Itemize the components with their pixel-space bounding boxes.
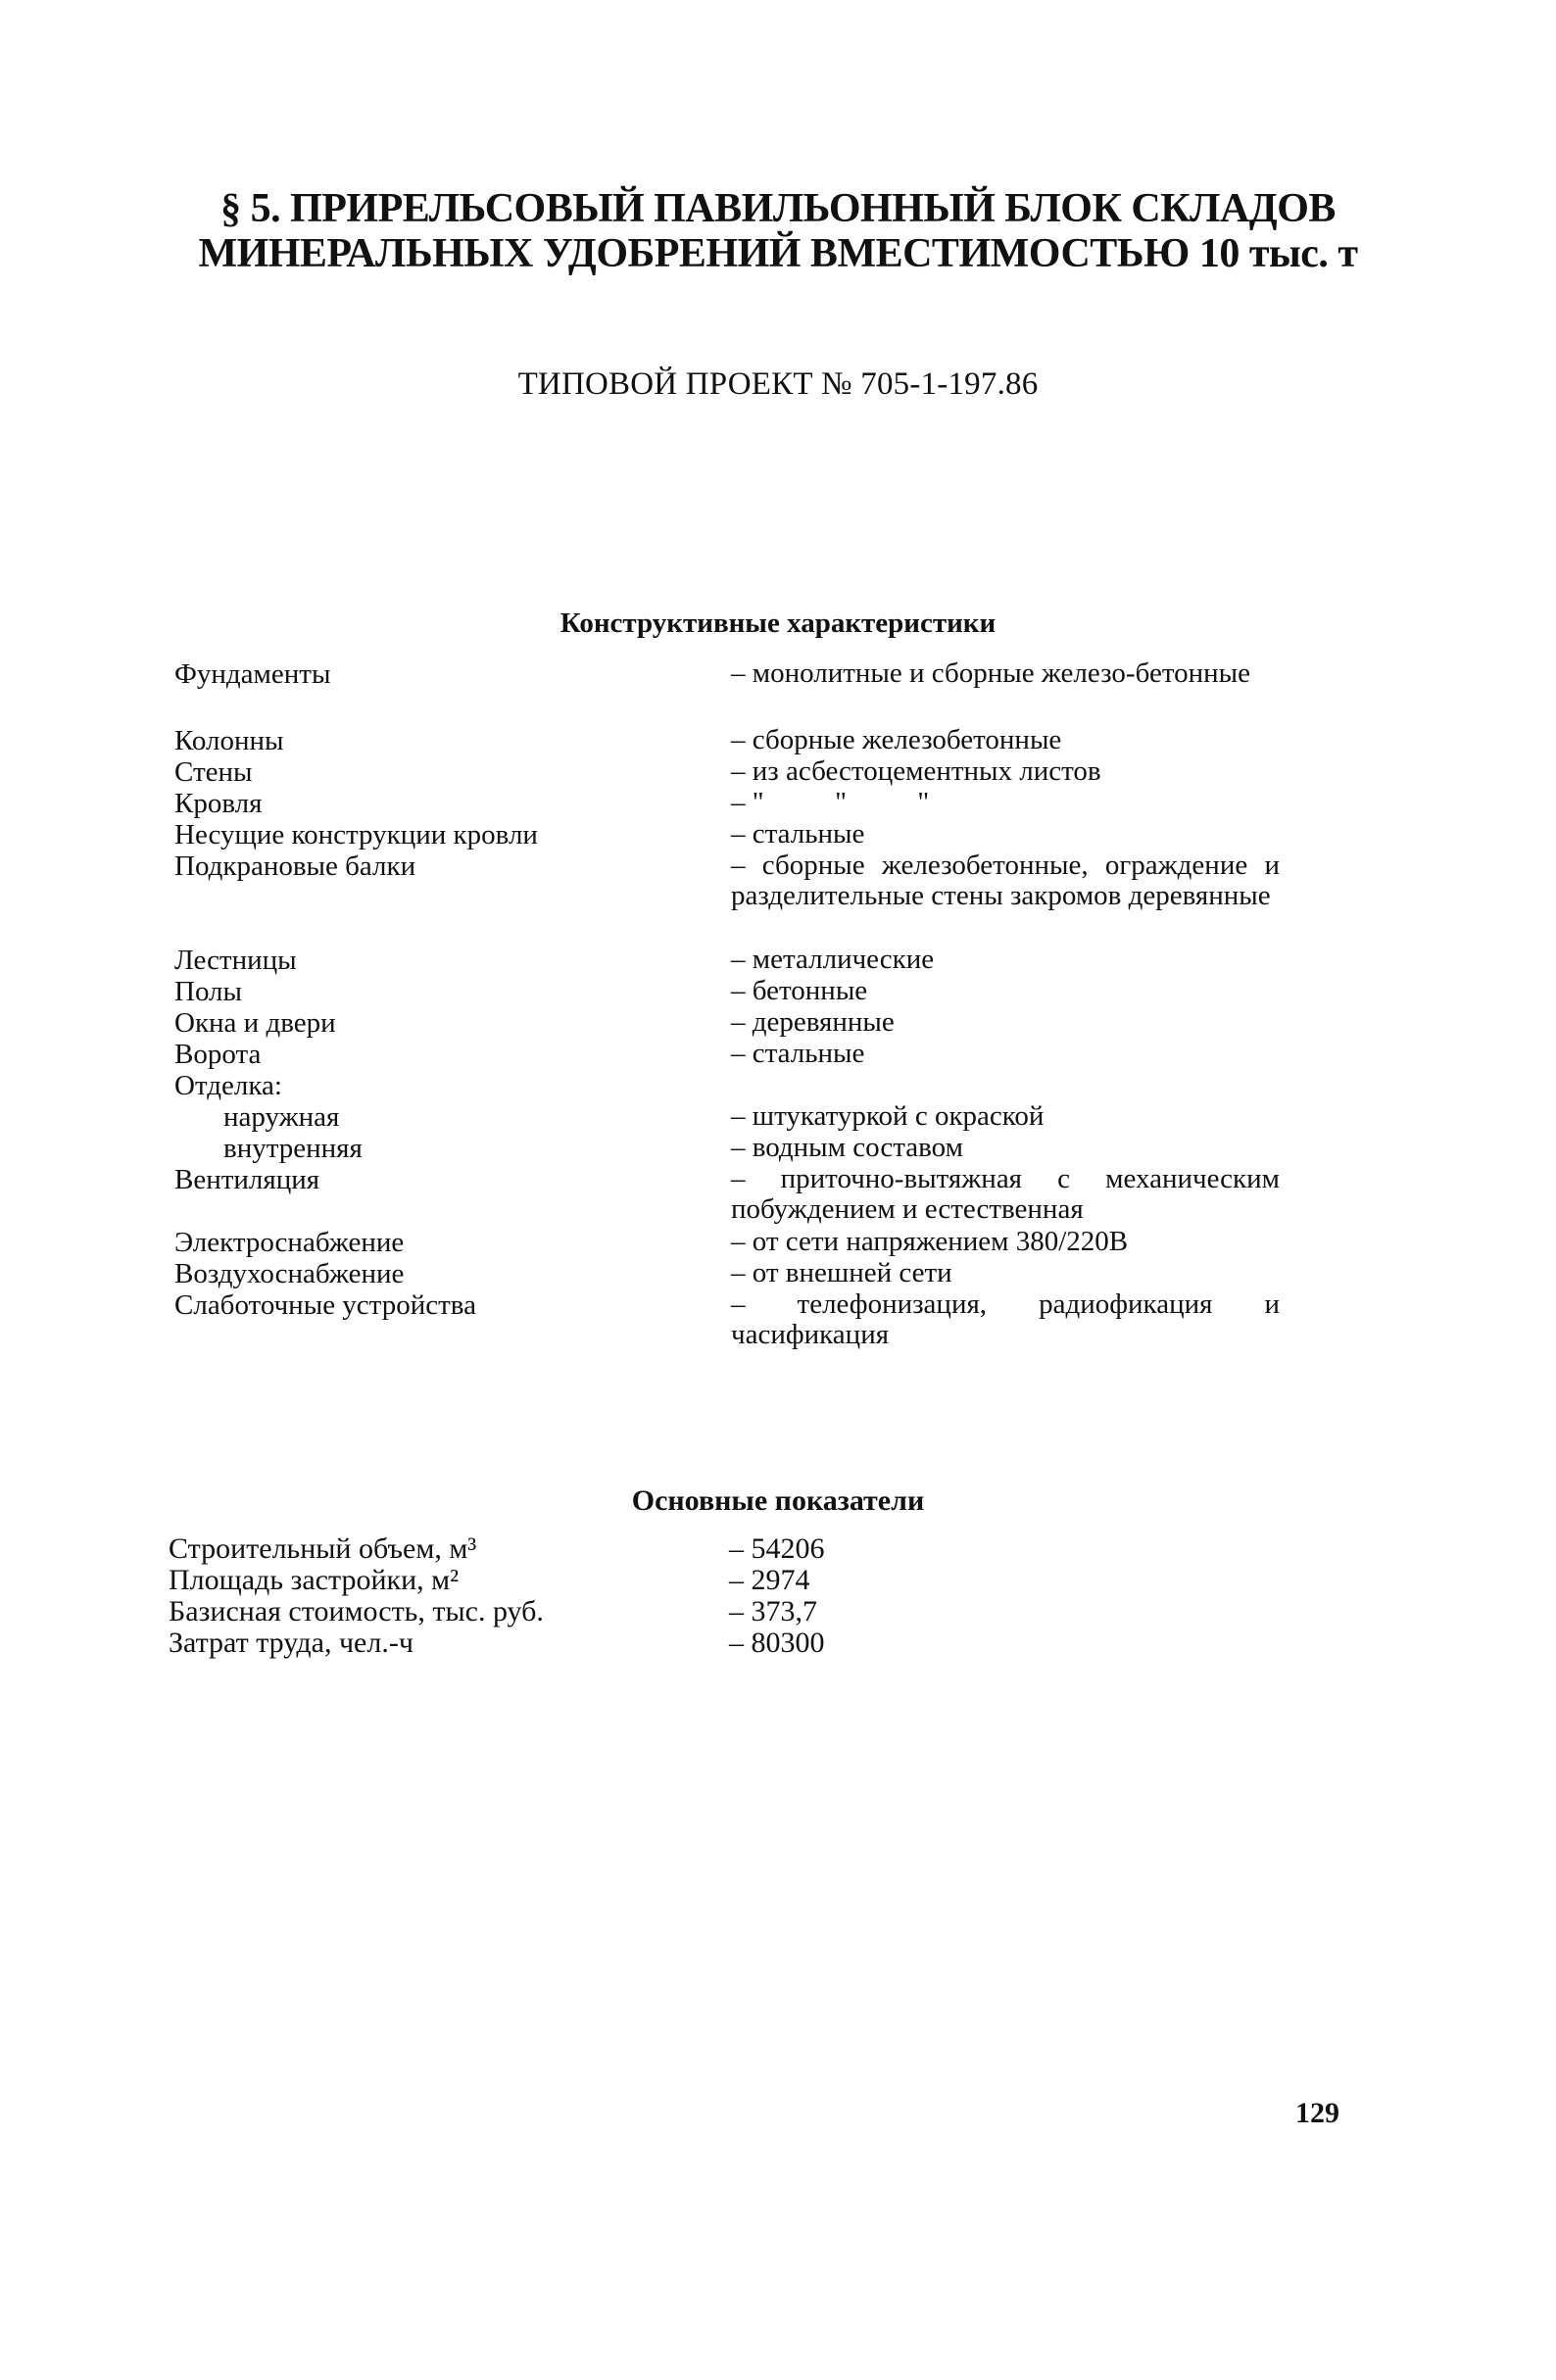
- spec-label: Подкрановые балки: [174, 850, 416, 882]
- spec-label: внутренняя: [223, 1133, 363, 1164]
- spec-value: – из асбестоцементных листов: [731, 755, 1101, 787]
- spec-label: Отделка:: [174, 1070, 282, 1101]
- title-line-1: § 5. ПРИРЕЛЬСОВЫЙ ПАВИЛЬОННЫЙ БЛОК СКЛАДОВ: [220, 186, 1336, 231]
- spec-value: – стальные: [731, 818, 865, 850]
- spec-value: – штукатуркой с окраской: [731, 1100, 1045, 1132]
- spec-value: – бетонные: [731, 975, 868, 1006]
- spec-label: Кровля: [174, 788, 263, 819]
- spec-value: – от сети напряжением 380/220В: [731, 1226, 1129, 1257]
- indicator-label: Базисная стоимость, тыс. руб.: [169, 1595, 544, 1627]
- spec-label: Электроснабжение: [174, 1227, 405, 1258]
- title-line-2: МИНЕРАЛЬНЫХ УДОБРЕНИЙ ВМЕСТИМОСТЬЮ 10 тыс. т: [198, 231, 1358, 276]
- indicator-label: Строительный объем, м³: [169, 1532, 477, 1565]
- spec-label: наружная: [223, 1101, 340, 1133]
- spec-value: – от внешней сети: [731, 1257, 952, 1288]
- spec-value: – сборные железобетонные, ограждение и разделительные стены закромов деревянные: [731, 850, 1280, 911]
- spec-value: – стальные: [731, 1038, 865, 1069]
- indicator-value: – 373,7: [729, 1595, 817, 1627]
- spec-value: – телефонизация, радиофикация и часификация: [731, 1288, 1280, 1350]
- page-title: [0, 186, 1556, 276]
- spec-label: Окна и двери: [174, 1007, 336, 1039]
- spec-label: Несущие конструкции кровли: [174, 819, 538, 850]
- spec-value: – водным составом: [731, 1132, 963, 1163]
- spec-value: – приточно-вытяжная с механическим побуждением и естественная: [731, 1163, 1280, 1225]
- indicator-value: – 80300: [729, 1627, 825, 1659]
- indicator-value: – 2974: [729, 1564, 810, 1596]
- spec-value: – " " ": [731, 787, 930, 818]
- spec-label: Фундаменты: [174, 658, 331, 690]
- spec-label: Воздухоснабжение: [174, 1258, 405, 1289]
- spec-label: Колонны: [174, 725, 284, 756]
- indicator-row-cost: [169, 1596, 952, 1627]
- spec-label: Вентиляция: [174, 1164, 320, 1195]
- spec-value: – сборные железобетонные: [731, 724, 1062, 755]
- spec-label: Лестницы: [174, 945, 297, 976]
- indicator-row-area: [169, 1565, 952, 1596]
- project-number: ТИПОВОЙ ПРОЕКТ № 705-1-197.86: [517, 366, 1039, 402]
- page-number: 129: [1295, 2097, 1339, 2129]
- indicator-label: Затрат труда, чел.-ч: [169, 1627, 413, 1659]
- construction-heading: Конструктивные характеристики: [559, 607, 997, 639]
- indicator-label: Площадь застройки, м²: [169, 1564, 460, 1596]
- indicator-value: – 54206: [729, 1532, 825, 1565]
- spec-value: – металлические: [731, 944, 935, 975]
- indicators-list: [169, 1533, 952, 1659]
- spec-value: – монолитные и сборные железо-бетонные: [731, 657, 1251, 689]
- spec-label: Стены: [174, 756, 253, 788]
- indicator-row-volume: [169, 1533, 952, 1565]
- indicator-row-labor: [169, 1627, 952, 1659]
- spec-value: – деревянные: [731, 1006, 895, 1038]
- indicators-heading: Основные показатели: [631, 1484, 925, 1517]
- spec-label: Ворота: [174, 1039, 262, 1070]
- spec-label: Слаботочные устройства: [174, 1289, 476, 1321]
- spec-label: Полы: [174, 976, 243, 1007]
